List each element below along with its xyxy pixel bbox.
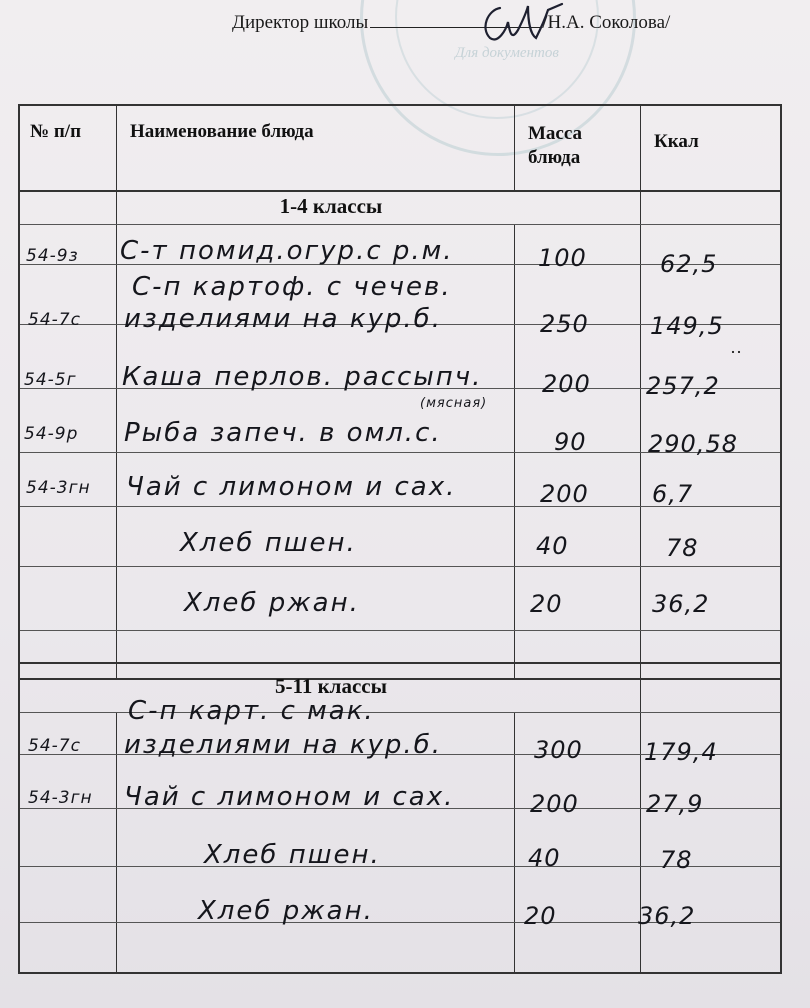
col-divider-mass — [640, 106, 641, 972]
mass-value: 200 — [542, 370, 591, 398]
director-label: Директор школы — [232, 12, 369, 33]
row-divider — [20, 630, 780, 631]
stamp-text: Для документов — [455, 45, 559, 61]
dish-note: (мясная) — [420, 396, 488, 411]
dish-name: С-т помид.огур.с р.м. — [120, 236, 454, 266]
mass-value: 200 — [540, 480, 589, 508]
header-number: № п/п — [30, 121, 82, 142]
mass-value: 20 — [524, 902, 557, 930]
dish-name: изделиями на кур.б. — [124, 730, 442, 760]
row-code: 54-7с — [28, 310, 81, 330]
mass-value: 200 — [530, 790, 579, 818]
menu-table — [18, 104, 782, 974]
mass-value: 90 — [554, 428, 587, 456]
row-divider — [20, 566, 780, 567]
row-code: 54-3гн — [28, 788, 93, 808]
header-mass: Масса блюда — [528, 123, 583, 168]
mass-value: 40 — [536, 532, 569, 560]
dish-name: Хлеб ржан. — [198, 896, 374, 926]
dish-name: Каша перлов. рассыпч. — [122, 362, 483, 392]
col-divider-dish — [514, 106, 515, 190]
kcal-value: 62,5 — [660, 250, 718, 278]
dish-name: Чай с лимоном и сах. — [124, 782, 455, 812]
dish-name: С-п карт. с мак. — [128, 696, 375, 726]
row-code: 54-9р — [24, 424, 79, 444]
kcal-value: 78 — [660, 846, 693, 874]
row-divider — [20, 662, 780, 664]
row-code: 54-9з — [26, 246, 79, 266]
mass-value: 20 — [530, 590, 563, 618]
row-code: 54-5г — [24, 370, 77, 390]
dish-name: Хлеб пшен. — [204, 840, 381, 870]
handwritten-signature — [470, 0, 580, 50]
dish-name: С-п картоф. с чечев. — [132, 272, 452, 302]
kcal-value: 6,7 — [652, 480, 694, 508]
col-divider-number — [116, 712, 117, 972]
director-name: /Н.А. Соколова/ — [542, 12, 671, 33]
kcal-value: 36,2 — [652, 590, 710, 618]
row-divider — [20, 224, 780, 225]
dish-name: Хлеб пшен. — [180, 528, 357, 558]
mass-value: 250 — [540, 310, 589, 338]
kcal-value: 179,4 — [644, 738, 718, 766]
kcal-value: 149,5 — [650, 312, 724, 340]
mass-value: 40 — [528, 844, 561, 872]
section-title-grades-5-11: 5-11 классы — [274, 674, 387, 698]
row-code: 54-3гн — [26, 478, 91, 498]
approval-line — [232, 12, 670, 34]
kcal-value: 27,9 — [646, 790, 704, 818]
kcal-value: 36,2 — [638, 902, 696, 930]
section-title-grades-1-4: 1-4 классы — [279, 194, 383, 218]
umlaut-dots: ·· — [730, 342, 742, 362]
header-dish-name: Наименование блюда — [130, 121, 314, 142]
kcal-value: 257,2 — [646, 372, 720, 400]
kcal-value: 290,58 — [648, 430, 738, 458]
col-divider-dish — [514, 712, 515, 972]
dish-name: Чай с лимоном и сах. — [126, 472, 457, 502]
dish-name: Хлеб ржан. — [184, 588, 360, 618]
row-divider — [20, 190, 780, 192]
header-kcal: Ккал — [654, 131, 699, 152]
col-divider-dish — [514, 224, 515, 678]
dish-name: Рыба запеч. в омл.с. — [124, 418, 442, 448]
kcal-value: 78 — [666, 534, 699, 562]
mass-value: 100 — [538, 244, 587, 272]
dish-name: изделиями на кур.б. — [124, 304, 442, 334]
row-code: 54-7с — [28, 736, 81, 756]
mass-value: 300 — [534, 736, 583, 764]
